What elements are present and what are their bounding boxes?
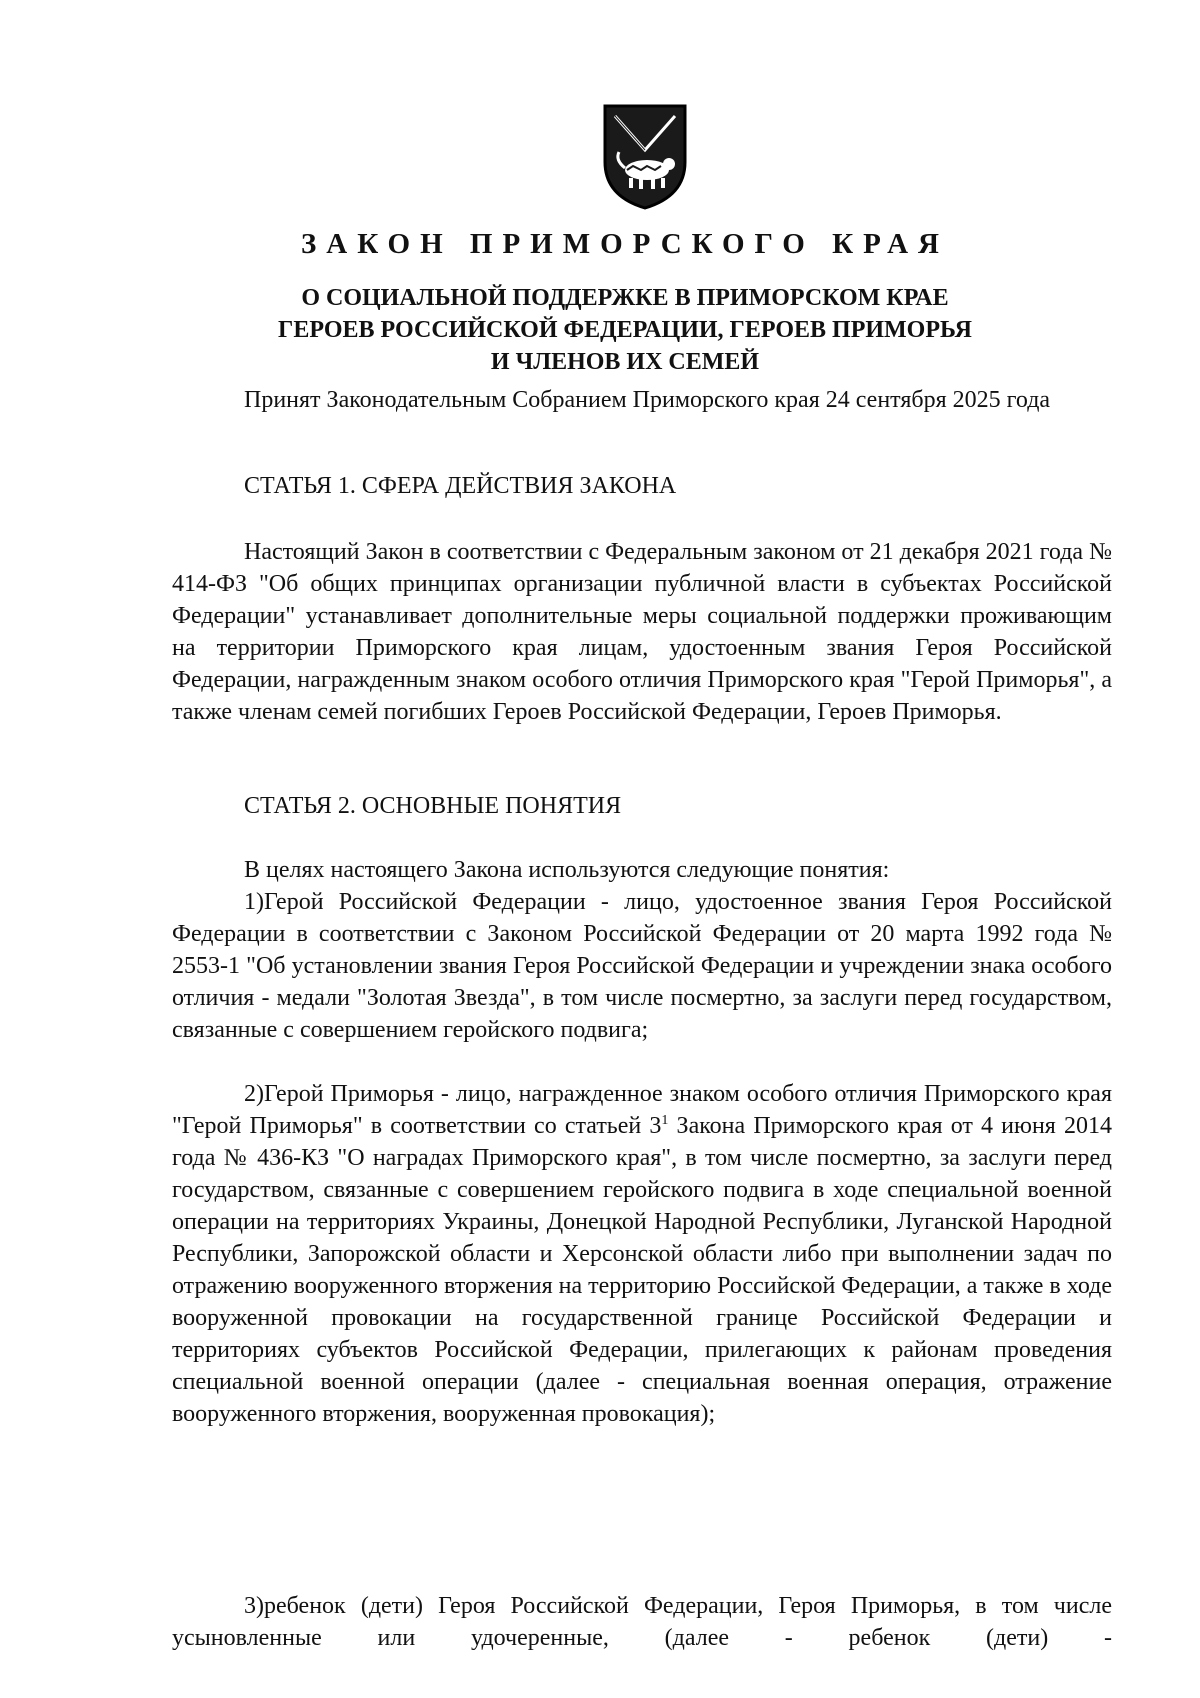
article-1-text: Настоящий Закон в соответствии с Федеральным законом от 21 декабря 2021 года № 414-ФЗ "Об общих принципах организации публичной власти в субъектах Российской Федерации" устанавливает дополнительные меры социальной поддержки проживающим на территории Приморского края лицам, удостоенным звания Героя Российской Федерации, награжденным знаком особого отличия Приморского края "Герой Приморья", а также членам семей погибших Героев Российской Федерации, Героев Приморья. xyxy=(172,539,1112,725)
definition-item-2-text-b: Закона Приморского края от 4 июня 2014 года № 436-КЗ "О наградах Приморского края", в том числе посмертно, за заслуги перед государством, связанные с совершением геройского подвига в ходе специальной военной операции на территориях Украины, Донецкой Народной Республики, Луганской Народной Республики, Запорожской области и Херсонской области либо при выполнении задач по отражению вооруженного вторжения на территорию Российской Федерации, а также в ходе вооруженной провокации на государственной границе Российской Федерации и территориях субъектов Российской Федерации, прилегающих к районам проведения специальной военной операции (далее - специальная военная операция, отражение вооруженного вторжения, вооруженная провокация); xyxy=(172,1113,1112,1427)
subtitle-line: О СОЦИАЛЬНОЙ ПОДДЕРЖКЕ В ПРИМОРСКОМ КРАЕ xyxy=(301,285,949,311)
law-subtitle xyxy=(0,282,1200,378)
adoption-note: Принят Законодательным Собранием Приморского края 24 сентября 2025 года xyxy=(244,387,1051,413)
definition-item-2-text-a: 2)Герой Приморья - лицо, награжденное знаком особого отличия Приморского края "Герой Приморья" в соответствии со статьей 3 xyxy=(172,1081,1112,1139)
definition-item-1: 1)Герой Российской Федерации - лицо, удостоенное звания Героя Российской Федерации в соответствии с Законом Российской Федерации от 20 марта 1992 года № 2553-1 "Об установлении звания Героя Российской Федерации и учреждении знака особого отличия - медали "Золотая Звезда", в том числе посмертно, за заслуги перед государством, связанные с совершением геройского подвига; xyxy=(172,889,1112,1043)
article-number-superscript: 1 xyxy=(661,1113,669,1128)
definition-item-2 xyxy=(172,1078,1112,1430)
law-title: ЗАКОН ПРИМОРСКОГО КРАЯ xyxy=(300,228,949,260)
article-2-heading: СТАТЬЯ 2. ОСНОВНЫЕ ПОНЯТИЯ xyxy=(244,793,622,819)
subtitle-line: ГЕРОЕВ РОССИЙСКОЙ ФЕДЕРАЦИИ, ГЕРОЕВ ПРИМОРЬЯ xyxy=(278,317,972,343)
article-1-heading: СТАТЬЯ 1. СФЕРА ДЕЙСТВИЯ ЗАКОНА xyxy=(244,473,677,499)
definition-item-3: 3)ребенок (дети) Героя Российской Федерации, Героя Приморья, в том числе усыновленные или удочеренные, (далее - ребенок (дети) - xyxy=(172,1593,1112,1651)
article-2-intro: В целях настоящего Закона используются следующие понятия: xyxy=(244,857,890,883)
primorsky-krai-coat-of-arms-icon xyxy=(597,100,693,212)
subtitle-line: И ЧЛЕНОВ ИХ СЕМЕЙ xyxy=(490,349,760,375)
